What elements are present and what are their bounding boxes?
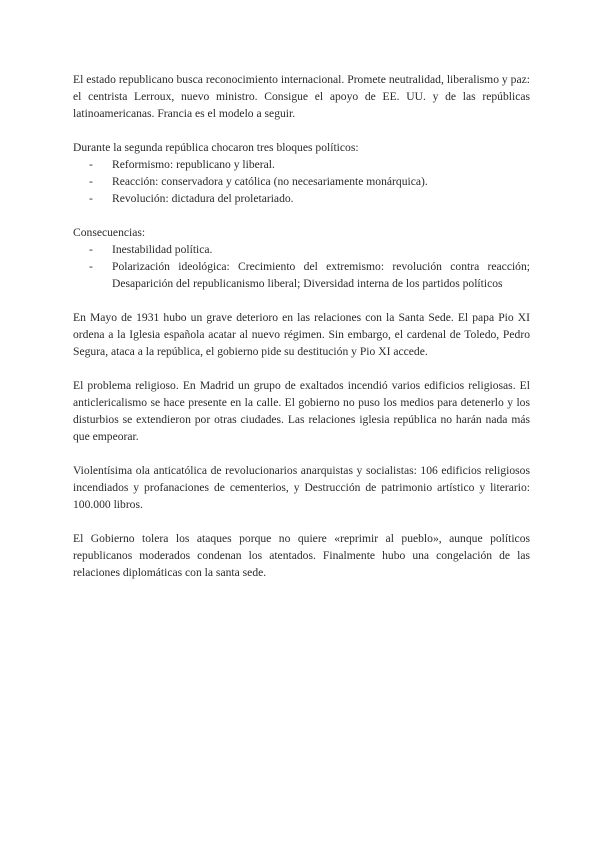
bullet-dash: - — [89, 192, 93, 205]
bullet-dash: - — [89, 243, 93, 256]
bullet-dash: - — [89, 175, 93, 188]
bullet-dash: - — [89, 260, 93, 273]
list-item — [73, 241, 530, 258]
list-item-text: Reformismo: republicano y liberal. — [112, 158, 275, 171]
list-item-text: Reacción: conservadora y católica (no necesariamente monárquica). — [112, 175, 428, 188]
political-blocs-heading: Durante la segunda república chocaron tres bloques políticos: — [73, 141, 359, 154]
political-blocs-list — [73, 156, 530, 207]
consequences-heading: Consecuencias: — [73, 226, 146, 239]
list-item-text: Inestabilidad política. — [112, 243, 213, 256]
paragraph-government-tolerance: El Gobierno tolera los ataques porque no quiere «reprimir al pueblo», aunque políticos republicanos moderados condenan los atentados. Finalmente hubo una congelación de las relaciones diplomáticas con la santa sede. — [73, 532, 530, 579]
bullet-dash: - — [89, 158, 93, 171]
paragraph-religious-problem: El problema religioso. En Madrid un grupo de exaltados incendió varios edificios religiosas. El anticlericalismo se hace presente en la calle. El gobierno no puso los medios para detenerlo y los disturbios se extendieron por otras ciudades. Las relaciones iglesia república no harán nada más que empeorar. — [73, 379, 530, 443]
paragraph-international-recognition: El estado republicano busca reconocimiento internacional. Promete neutralidad, liberalismo y paz: el centrista Lerroux, nuevo ministro. Consigue el apoyo de EE. UU. y de las repúblicas latinoamericanas. Francia es el modelo a seguir. — [73, 73, 530, 120]
list-item-text: Polarización ideológica: Crecimiento del extremismo: revolución contra reacción; Desaparición del republicanismo liberal; Diversidad interna de los partidos políticos — [112, 260, 530, 290]
paragraph-holy-see-relations: En Mayo de 1931 hubo un grave deterioro en las relaciones con la Santa Sede. El papa Pio XI ordena a la Iglesia española acatar al nuevo régimen. Sin embargo, el cardenal de Toledo, Pedro Segura, ataca a la república, el gobierno pide su destitución y Pio XI accede. — [73, 311, 530, 358]
document-body — [73, 71, 530, 598]
paragraph-anticatholic-wave: Violentísima ola anticatólica de revolucionarios anarquistas y socialistas: 106 edificios religiosos incendiados y profanaciones de cementerios, y Destrucción de patrimonio artístico y literario: 100.000 libros. — [73, 464, 530, 511]
list-item — [73, 190, 530, 207]
list-item — [73, 258, 530, 292]
list-item-text: Revolución: dictadura del proletariado. — [112, 192, 294, 205]
list-item — [73, 156, 530, 173]
consequences-list — [73, 241, 530, 292]
list-item — [73, 173, 530, 190]
